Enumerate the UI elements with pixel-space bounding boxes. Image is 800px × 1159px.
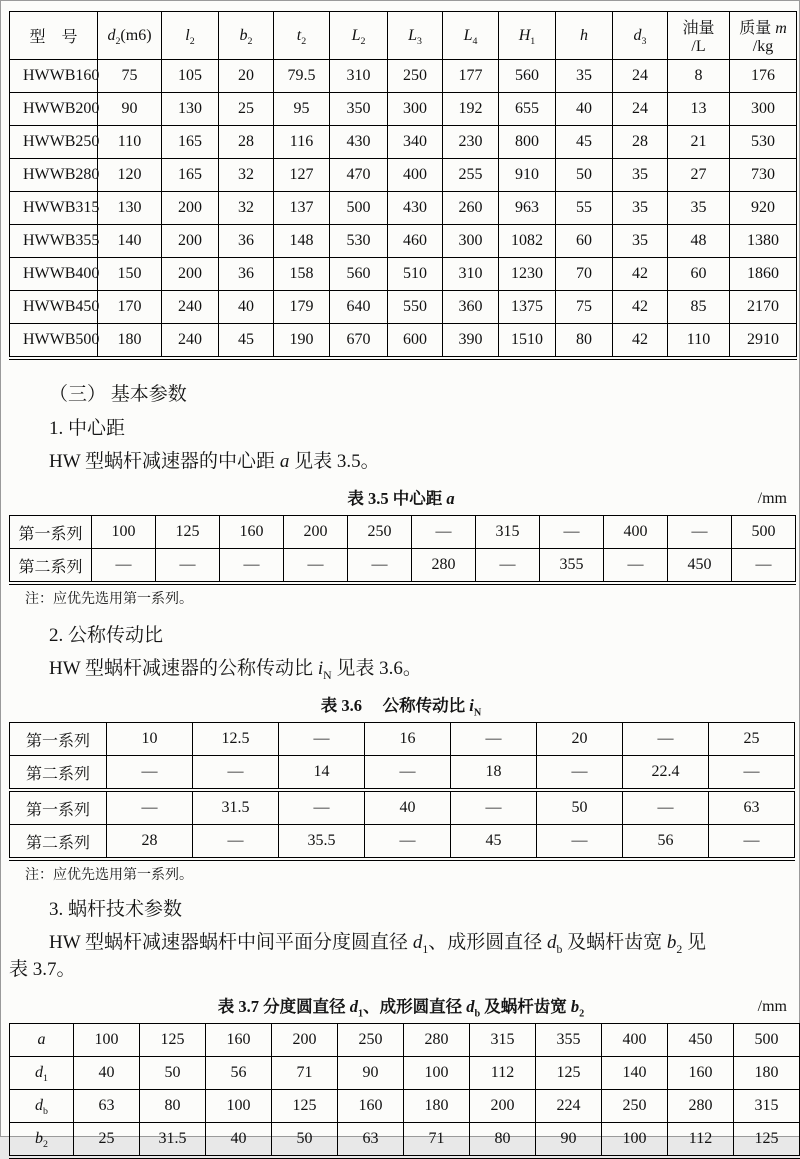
table-row [10, 324, 797, 359]
data-cell: 80 [556, 324, 613, 359]
column-header: $b_2$ [219, 12, 274, 60]
table-row [10, 291, 797, 324]
data-cell: 125 [536, 1057, 602, 1090]
data-cell: 31.5 [193, 790, 279, 825]
data-cell: 100 [206, 1090, 272, 1123]
data-cell: 40 [206, 1123, 272, 1158]
data-cell: 315 [476, 516, 540, 549]
row-label: HWWB160 [10, 60, 98, 93]
data-cell: 280 [412, 549, 476, 584]
data-cell: — [537, 825, 623, 860]
data-cell: 137 [274, 192, 330, 225]
data-cell: — [92, 549, 156, 584]
data-cell: 35 [613, 225, 668, 258]
data-cell: 310 [330, 60, 388, 93]
data-cell: 42 [613, 291, 668, 324]
row-label: a [10, 1024, 74, 1057]
data-cell: 100 [74, 1024, 140, 1057]
data-cell: 160 [206, 1024, 272, 1057]
data-cell: 60 [668, 258, 730, 291]
data-cell: — [623, 790, 709, 825]
data-cell: — [540, 516, 604, 549]
data-cell: 340 [388, 126, 443, 159]
row-label: 第一系列 [10, 790, 107, 825]
data-cell: 31.5 [140, 1123, 206, 1158]
data-cell: — [668, 516, 732, 549]
data-cell: 28 [613, 126, 668, 159]
column-header: $L_3$ [388, 12, 443, 60]
data-cell: 200 [162, 258, 219, 291]
table-row [10, 1123, 800, 1158]
row-label: $d_1$ [10, 1057, 74, 1090]
data-cell: 160 [220, 516, 284, 549]
table-row [10, 516, 796, 549]
table-3-7-caption-row [9, 995, 793, 1019]
data-cell: 400 [604, 516, 668, 549]
table-row [10, 549, 796, 584]
data-cell: 200 [272, 1024, 338, 1057]
table-row [10, 126, 797, 159]
table-row [10, 1024, 800, 1057]
data-cell: 160 [338, 1090, 404, 1123]
data-cell: 90 [536, 1123, 602, 1158]
column-header: $l_2$ [162, 12, 219, 60]
table-row [10, 723, 795, 756]
data-cell: 63 [338, 1123, 404, 1158]
data-cell: 27 [668, 159, 730, 192]
data-cell: 530 [330, 225, 388, 258]
data-cell: 130 [98, 192, 162, 225]
data-cell: — [604, 549, 668, 584]
data-cell: 35 [668, 192, 730, 225]
data-cell: — [412, 516, 476, 549]
table-3-5-caption: 表 3.5 中心距 a [347, 489, 455, 508]
data-cell: 250 [388, 60, 443, 93]
data-cell: 35 [613, 159, 668, 192]
data-cell: 45 [219, 324, 274, 359]
data-cell: 140 [602, 1057, 668, 1090]
data-cell: 300 [388, 93, 443, 126]
data-cell: 1082 [499, 225, 556, 258]
data-cell: 95 [274, 93, 330, 126]
data-cell: 28 [107, 825, 193, 860]
data-cell: 148 [274, 225, 330, 258]
data-cell: 315 [734, 1090, 800, 1123]
data-cell: 63 [74, 1090, 140, 1123]
table-3-5-caption-row [9, 487, 793, 511]
data-cell: 250 [348, 516, 412, 549]
data-cell: 25 [219, 93, 274, 126]
paragraph-center-distance: HW 型蜗杆减速器的中心距 a 见表 3.5。 [49, 451, 380, 472]
table-row [10, 756, 795, 791]
row-label: $d_b$ [10, 1090, 74, 1123]
data-cell: 12.5 [193, 723, 279, 756]
data-cell: 250 [602, 1090, 668, 1123]
data-cell: 400 [388, 159, 443, 192]
row-label: HWWB280 [10, 159, 98, 192]
data-cell: 530 [730, 126, 797, 159]
data-cell: — [220, 549, 284, 584]
data-cell: 55 [556, 192, 613, 225]
table-3-6-caption-row [9, 694, 793, 718]
data-cell: 110 [98, 126, 162, 159]
data-cell: 165 [162, 159, 219, 192]
data-cell: 280 [668, 1090, 734, 1123]
data-cell: 85 [668, 291, 730, 324]
subsection-1-heading: 1. 中心距 [49, 418, 126, 439]
data-cell: 13 [668, 93, 730, 126]
data-cell: 670 [330, 324, 388, 359]
column-header: $t_2$ [274, 12, 330, 60]
data-cell: 32 [219, 192, 274, 225]
data-cell: 8 [668, 60, 730, 93]
data-cell: 1510 [499, 324, 556, 359]
data-cell: 75 [98, 60, 162, 93]
row-label: 第一系列 [10, 723, 107, 756]
data-cell: 24 [613, 60, 668, 93]
data-cell: 500 [734, 1024, 800, 1057]
data-cell: 56 [206, 1057, 272, 1090]
data-cell: 112 [668, 1123, 734, 1158]
data-cell: — [193, 825, 279, 860]
data-cell: 40 [219, 291, 274, 324]
data-cell: — [279, 790, 365, 825]
column-header: 型 号 [10, 12, 98, 60]
data-cell: — [107, 756, 193, 791]
column-header: $H_1$ [499, 12, 556, 60]
row-label: $b_2$ [10, 1123, 74, 1158]
data-cell: 260 [443, 192, 499, 225]
data-cell: 430 [388, 192, 443, 225]
paragraph-transmission-ratio: HW 型蜗杆减速器的公称传动比 $i_N$ 见表 3.6。 [49, 658, 422, 682]
data-cell: 179 [274, 291, 330, 324]
data-cell: 18 [451, 756, 537, 791]
data-cell: 910 [499, 159, 556, 192]
data-cell: 450 [668, 549, 732, 584]
data-cell: 390 [443, 324, 499, 359]
data-cell: 40 [556, 93, 613, 126]
data-cell: 100 [404, 1057, 470, 1090]
paragraph-worm-parameters: HW 型蜗杆减速器蜗杆中间平面分度圆直径 $d_1$、成形圆直径 $d_b$ 及蜗杆齿宽 $b_2$ 见 表 3.7。 [9, 932, 707, 980]
data-cell: 75 [556, 291, 613, 324]
data-cell: 500 [330, 192, 388, 225]
data-cell: 158 [274, 258, 330, 291]
data-cell: 510 [388, 258, 443, 291]
data-cell: 20 [219, 60, 274, 93]
table-row [10, 790, 795, 825]
data-cell: 255 [443, 159, 499, 192]
table-row [10, 93, 797, 126]
data-cell: 116 [274, 126, 330, 159]
data-cell: 48 [668, 225, 730, 258]
data-cell: 28 [219, 126, 274, 159]
row-label: HWWB450 [10, 291, 98, 324]
data-cell: 45 [556, 126, 613, 159]
data-cell: 120 [98, 159, 162, 192]
data-cell: 56 [623, 825, 709, 860]
table-3-6-caption: 表 3.6 公称传动比 $i_N$ [320, 696, 482, 719]
data-cell: 300 [730, 93, 797, 126]
data-cell: 42 [613, 258, 668, 291]
table-row [10, 1057, 800, 1090]
column-header: $d_2(m6)$ [98, 12, 162, 60]
data-cell: 450 [668, 1024, 734, 1057]
data-cell: 2910 [730, 324, 797, 359]
data-cell: 640 [330, 291, 388, 324]
data-cell: 25 [74, 1123, 140, 1158]
column-header: h [556, 12, 613, 60]
data-cell: 315 [470, 1024, 536, 1057]
data-cell: 430 [330, 126, 388, 159]
worm-diameter-table [9, 1023, 800, 1159]
transmission-ratio-table [9, 722, 795, 861]
data-cell: 22.4 [623, 756, 709, 791]
data-cell: 60 [556, 225, 613, 258]
row-label: 第二系列 [10, 549, 92, 584]
data-cell: 250 [338, 1024, 404, 1057]
data-cell: 170 [98, 291, 162, 324]
section-heading: （三） 基本参数 [49, 384, 187, 405]
table-row [10, 159, 797, 192]
data-cell: 32 [219, 159, 274, 192]
data-cell: 50 [556, 159, 613, 192]
data-cell: 140 [98, 225, 162, 258]
data-cell: 21 [668, 126, 730, 159]
data-cell: 100 [602, 1123, 668, 1158]
table-row [10, 1090, 800, 1123]
table-row [10, 60, 797, 93]
data-cell: 125 [734, 1123, 800, 1158]
data-cell: 360 [443, 291, 499, 324]
row-label: HWWB315 [10, 192, 98, 225]
column-header: 质量 m /kg [730, 12, 797, 60]
data-cell: 500 [732, 516, 796, 549]
data-cell: 240 [162, 291, 219, 324]
data-cell: 35.5 [279, 825, 365, 860]
table-row [10, 192, 797, 225]
data-cell: 560 [499, 60, 556, 93]
header-row [10, 12, 797, 60]
data-cell: 127 [274, 159, 330, 192]
data-cell: 655 [499, 93, 556, 126]
data-cell: 176 [730, 60, 797, 93]
row-label: HWWB250 [10, 126, 98, 159]
data-cell: 45 [451, 825, 537, 860]
data-cell: 112 [470, 1057, 536, 1090]
data-cell: 105 [162, 60, 219, 93]
table-3-6-note: 注：应优先选用第一系列。 [25, 868, 193, 883]
data-cell: 920 [730, 192, 797, 225]
data-cell: — [284, 549, 348, 584]
data-cell: — [348, 549, 412, 584]
data-cell: 180 [734, 1057, 800, 1090]
row-label: 第二系列 [10, 825, 107, 860]
data-cell: 560 [330, 258, 388, 291]
data-cell: — [107, 790, 193, 825]
data-cell: — [709, 756, 795, 791]
data-cell: 2170 [730, 291, 797, 324]
data-cell: 50 [140, 1057, 206, 1090]
data-cell: 36 [219, 258, 274, 291]
data-cell: 310 [443, 258, 499, 291]
data-cell: 190 [274, 324, 330, 359]
data-cell: 90 [338, 1057, 404, 1090]
data-cell: 1375 [499, 291, 556, 324]
data-cell: 110 [668, 324, 730, 359]
data-cell: 200 [162, 192, 219, 225]
data-cell: 550 [388, 291, 443, 324]
data-cell: — [193, 756, 279, 791]
table-3-5-note: 注：应优先选用第一系列。 [25, 592, 193, 607]
data-cell: 35 [556, 60, 613, 93]
data-cell: 24 [613, 93, 668, 126]
data-cell: 71 [404, 1123, 470, 1158]
subsection-2-heading: 2. 公称传动比 [49, 625, 164, 646]
data-cell: 130 [162, 93, 219, 126]
data-cell: 80 [140, 1090, 206, 1123]
data-cell: 165 [162, 126, 219, 159]
data-cell: 160 [668, 1057, 734, 1090]
data-cell: — [623, 723, 709, 756]
table-3-7-unit: /mm [757, 998, 787, 1015]
data-cell: 200 [162, 225, 219, 258]
data-cell: 80 [470, 1123, 536, 1158]
table-row [10, 258, 797, 291]
data-cell: 50 [537, 790, 623, 825]
data-cell: 40 [74, 1057, 140, 1090]
data-cell: 35 [613, 192, 668, 225]
table-row [10, 225, 797, 258]
data-cell: 71 [272, 1057, 338, 1090]
data-cell: 400 [602, 1024, 668, 1057]
data-cell: 280 [404, 1024, 470, 1057]
data-cell: 963 [499, 192, 556, 225]
data-cell: — [537, 756, 623, 791]
data-cell: 230 [443, 126, 499, 159]
data-cell: 1230 [499, 258, 556, 291]
data-cell: — [476, 549, 540, 584]
data-cell: 600 [388, 324, 443, 359]
row-label: HWWB400 [10, 258, 98, 291]
data-cell: 192 [443, 93, 499, 126]
data-cell: 10 [107, 723, 193, 756]
data-cell: 355 [540, 549, 604, 584]
data-cell: 240 [162, 324, 219, 359]
data-cell: 36 [219, 225, 274, 258]
data-cell: 730 [730, 159, 797, 192]
data-cell: 100 [92, 516, 156, 549]
row-label: HWWB200 [10, 93, 98, 126]
data-cell: — [156, 549, 220, 584]
data-cell: 125 [156, 516, 220, 549]
data-cell: — [365, 825, 451, 860]
data-cell: 70 [556, 258, 613, 291]
data-cell: 63 [709, 790, 795, 825]
data-cell: 125 [272, 1090, 338, 1123]
column-header: $L_4$ [443, 12, 499, 60]
data-cell: — [709, 825, 795, 860]
data-cell: 25 [709, 723, 795, 756]
data-cell: 200 [284, 516, 348, 549]
data-cell: 150 [98, 258, 162, 291]
data-cell: 300 [443, 225, 499, 258]
data-cell: — [451, 723, 537, 756]
data-cell: 1860 [730, 258, 797, 291]
data-cell: 180 [98, 324, 162, 359]
data-cell: — [365, 756, 451, 791]
data-cell: — [451, 790, 537, 825]
data-cell: 40 [365, 790, 451, 825]
data-cell: 800 [499, 126, 556, 159]
data-cell: 14 [279, 756, 365, 791]
column-header: $L_2$ [330, 12, 388, 60]
row-label: HWWB500 [10, 324, 98, 359]
data-cell: 350 [330, 93, 388, 126]
data-cell: 90 [98, 93, 162, 126]
table-3-7-caption: 表 3.7 分度圆直径 $d_1$、成形圆直径 $d_b$ 及蜗杆齿宽 $b_2$ [217, 997, 585, 1020]
dimension-spec-table [9, 11, 797, 360]
row-label: 第二系列 [10, 756, 107, 791]
data-cell: 355 [536, 1024, 602, 1057]
row-label: 第一系列 [10, 516, 92, 549]
data-cell: 125 [140, 1024, 206, 1057]
column-header: $d_3$ [613, 12, 668, 60]
table-row [10, 825, 795, 860]
data-cell: 42 [613, 324, 668, 359]
data-cell: 50 [272, 1123, 338, 1158]
data-cell: 180 [404, 1090, 470, 1123]
data-cell: 460 [388, 225, 443, 258]
data-cell: 79.5 [274, 60, 330, 93]
row-label: HWWB355 [10, 225, 98, 258]
data-cell: 20 [537, 723, 623, 756]
data-cell: 470 [330, 159, 388, 192]
column-header: 油量 /L [668, 12, 730, 60]
data-cell: — [279, 723, 365, 756]
data-cell: 1380 [730, 225, 797, 258]
center-distance-table [9, 515, 796, 585]
data-cell: 200 [470, 1090, 536, 1123]
data-cell: 224 [536, 1090, 602, 1123]
data-cell: 177 [443, 60, 499, 93]
table-3-5-unit: /mm [757, 490, 787, 507]
data-cell: — [732, 549, 796, 584]
data-cell: 16 [365, 723, 451, 756]
subsection-3-heading: 3. 蜗杆技术参数 [49, 899, 183, 920]
